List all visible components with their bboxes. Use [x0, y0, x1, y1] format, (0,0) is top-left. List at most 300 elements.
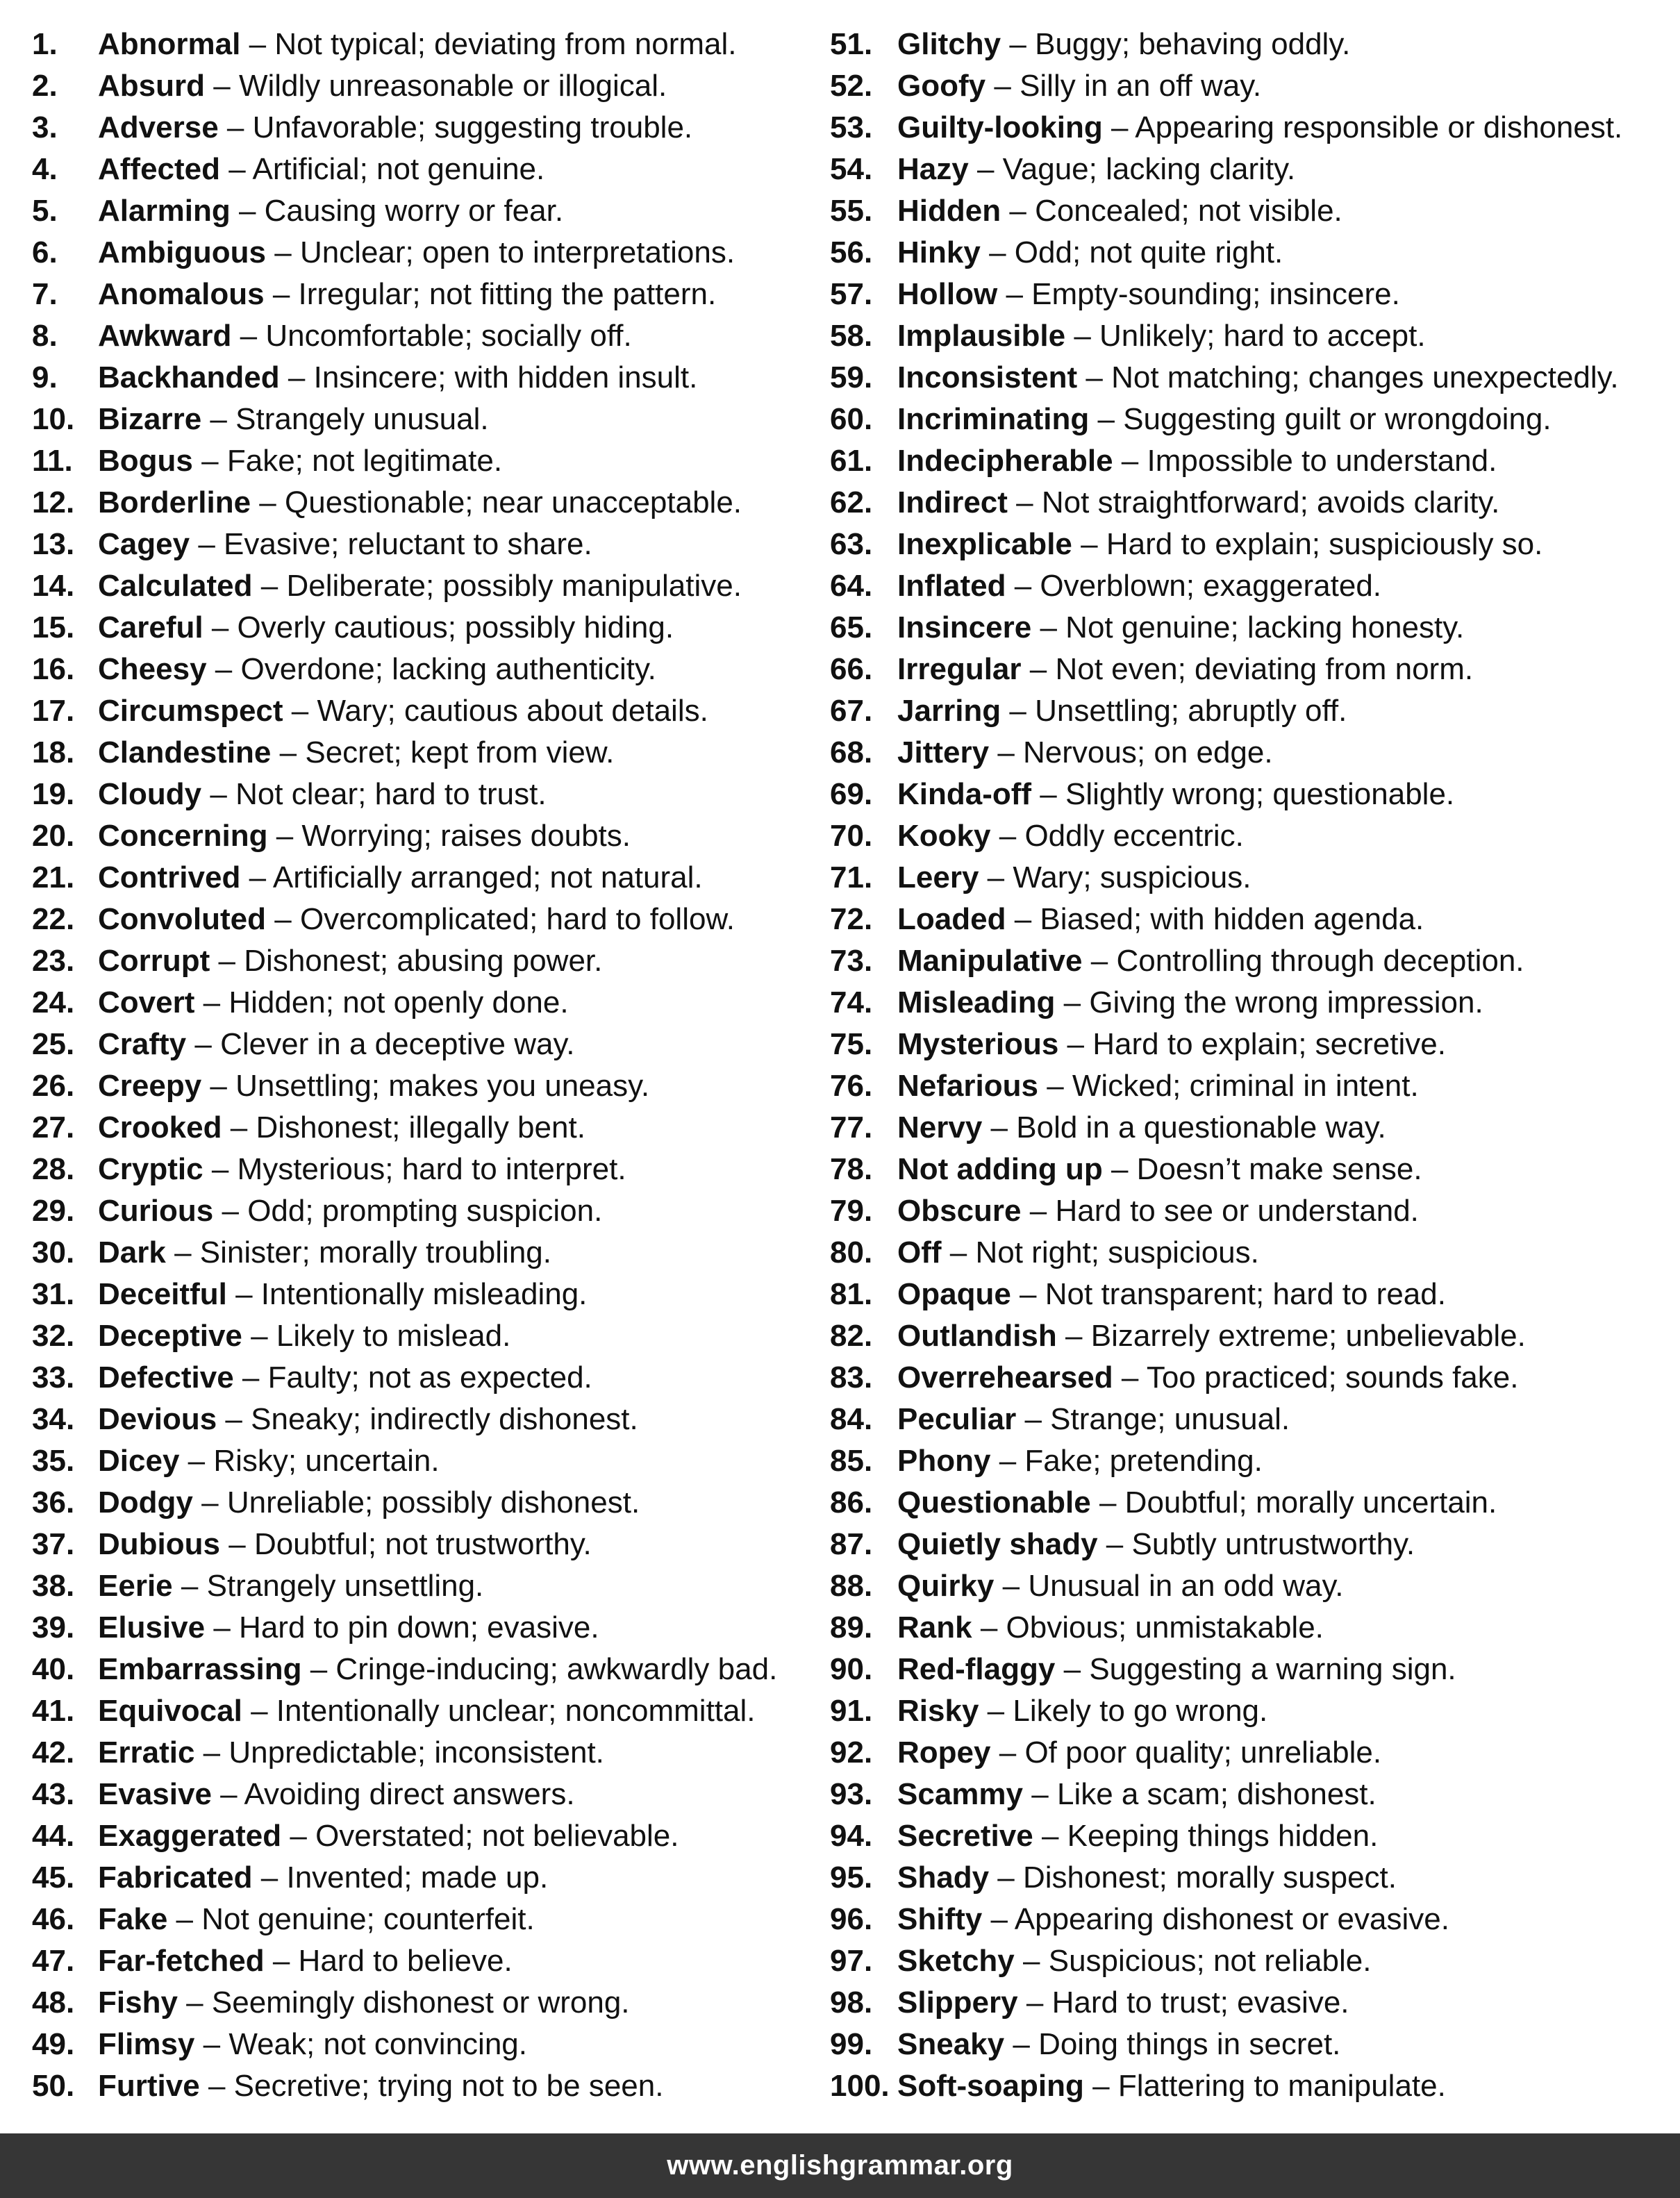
list-item	[32, 357, 817, 399]
item-term: Hazy	[897, 152, 969, 186]
item-term: Contrived	[98, 860, 241, 894]
list-item	[830, 440, 1670, 482]
item-separator: –	[288, 360, 306, 394]
list-item	[830, 565, 1670, 607]
list-item	[32, 107, 817, 149]
list-item	[32, 1732, 817, 1774]
item-separator: –	[1023, 1944, 1040, 1978]
item-term: Nervy	[897, 1110, 983, 1144]
item-number: 61.	[830, 444, 873, 478]
item-separator: –	[1009, 27, 1026, 61]
item-term: Bizarre	[98, 402, 202, 436]
list-item	[830, 1190, 1670, 1232]
item-number: 8.	[32, 319, 58, 353]
list-item	[830, 1982, 1670, 2024]
item-term: Jarring	[897, 694, 1001, 728]
item-term: Circumspect	[98, 694, 283, 728]
item-definition: Doubtful; morally uncertain.	[1124, 1485, 1497, 1520]
list-item	[32, 1315, 817, 1357]
item-number: 7.	[32, 277, 58, 311]
item-definition: Avoiding direct answers.	[244, 1777, 575, 1811]
item-separator: –	[1029, 1194, 1047, 1228]
item-number: 63.	[830, 527, 873, 561]
item-number: 40.	[32, 1652, 75, 1686]
item-term: Absurd	[98, 69, 205, 103]
list-item	[32, 1232, 817, 1274]
list-item	[830, 607, 1670, 649]
item-separator: –	[259, 485, 276, 519]
item-number: 26.	[32, 1069, 75, 1103]
item-separator: –	[1047, 1069, 1064, 1103]
item-definition: Uncomfortable; socially off.	[265, 319, 632, 353]
item-number: 10.	[32, 402, 75, 436]
item-separator: –	[249, 27, 267, 61]
item-number: 55.	[830, 194, 873, 228]
item-term: Red-flaggy	[897, 1652, 1056, 1686]
item-definition: Obvious; unmistakable.	[1006, 1610, 1324, 1645]
list-item	[830, 1565, 1670, 1607]
list-item	[32, 24, 817, 65]
item-definition: Unpredictable; inconsistent.	[228, 1735, 604, 1770]
item-definition: Secretive; trying not to be seen.	[233, 2069, 664, 2103]
item-number: 35.	[32, 1444, 75, 1478]
item-term: Scammy	[897, 1777, 1024, 1811]
item-definition: Overly cautious; possibly hiding.	[237, 610, 674, 644]
item-separator: –	[1031, 1777, 1049, 1811]
item-number: 85.	[830, 1444, 873, 1478]
item-separator: –	[251, 1319, 268, 1353]
item-definition: Unusual in an odd way.	[1028, 1569, 1344, 1603]
list-item	[32, 1274, 817, 1315]
item-definition: Intentionally misleading.	[260, 1277, 588, 1311]
item-definition: Too practiced; sounds fake.	[1146, 1360, 1519, 1394]
item-number: 24.	[32, 985, 75, 1019]
list-item	[32, 1440, 817, 1482]
item-number: 28.	[32, 1152, 75, 1186]
item-definition: Dishonest; morally suspect.	[1023, 1860, 1397, 1895]
item-separator: –	[949, 1235, 967, 1269]
list-item	[32, 1399, 817, 1440]
list-item	[830, 1065, 1670, 1107]
item-term: Overrehearsed	[897, 1360, 1113, 1394]
item-number: 57.	[830, 277, 873, 311]
item-separator: –	[215, 652, 233, 686]
item-separator: –	[260, 569, 278, 603]
item-separator: –	[989, 235, 1006, 269]
item-definition: Empty-sounding; insincere.	[1031, 277, 1400, 311]
item-term: Creepy	[98, 1069, 202, 1103]
item-separator: –	[228, 152, 246, 186]
item-separator: –	[1111, 110, 1129, 144]
item-number: 25.	[32, 1027, 75, 1061]
list-item	[32, 774, 817, 815]
item-number: 5.	[32, 194, 58, 228]
item-term: Questionable	[897, 1485, 1091, 1520]
item-number: 49.	[32, 2027, 75, 2061]
item-number: 16.	[32, 652, 75, 686]
item-separator: –	[1090, 944, 1108, 978]
item-number: 3.	[32, 110, 58, 144]
list-item	[32, 1982, 817, 2024]
item-term: Irregular	[897, 652, 1022, 686]
item-term: Dicey	[98, 1444, 180, 1478]
item-number: 2.	[32, 69, 58, 103]
item-number: 94.	[830, 1819, 873, 1853]
list-item	[830, 1774, 1670, 1815]
item-number: 23.	[32, 944, 75, 978]
item-definition: Hard to explain; suspiciously so.	[1106, 527, 1543, 561]
list-item	[32, 482, 817, 524]
item-term: Not adding up	[897, 1152, 1103, 1186]
list-item	[32, 1107, 817, 1149]
item-term: Exaggerated	[98, 1819, 282, 1853]
item-separator: –	[203, 1735, 221, 1770]
item-separator: –	[238, 194, 256, 228]
item-term: Defective	[98, 1360, 234, 1394]
list-item	[32, 399, 817, 440]
list-item	[830, 190, 1670, 232]
list-item	[32, 1149, 817, 1190]
list-item	[830, 524, 1670, 565]
item-number: 22.	[32, 902, 75, 936]
item-separator: –	[260, 1860, 278, 1895]
item-term: Obscure	[897, 1194, 1022, 1228]
item-term: Cryptic	[98, 1152, 203, 1186]
item-definition: Overblown; exaggerated.	[1040, 569, 1382, 603]
item-term: Kinda-off	[897, 777, 1032, 811]
item-number: 41.	[32, 1694, 75, 1728]
item-separator: –	[272, 1944, 290, 1978]
item-number: 18.	[32, 735, 75, 769]
item-number: 79.	[830, 1194, 873, 1228]
item-separator: –	[181, 1569, 199, 1603]
item-number: 100.	[830, 2069, 890, 2103]
item-definition: Wicked; criminal in intent.	[1072, 1069, 1419, 1103]
item-number: 19.	[32, 777, 75, 811]
item-number: 70.	[830, 819, 873, 853]
item-number: 74.	[830, 985, 873, 1019]
item-separator: –	[242, 1360, 260, 1394]
list-item	[830, 1024, 1670, 1065]
list-item	[830, 65, 1670, 107]
list-item	[32, 1357, 817, 1399]
list-item	[830, 732, 1670, 774]
item-number: 76.	[830, 1069, 873, 1103]
list-item	[830, 1107, 1670, 1149]
item-number: 43.	[32, 1777, 75, 1811]
item-term: Dark	[98, 1235, 166, 1269]
item-number: 6.	[32, 235, 58, 269]
item-term: Indirect	[897, 485, 1008, 519]
item-separator: –	[1002, 1569, 1020, 1603]
item-term: Sketchy	[897, 1944, 1015, 1978]
list-item	[32, 1482, 817, 1524]
list-item	[830, 1524, 1670, 1565]
item-definition: Not matching; changes unexpectedly.	[1111, 360, 1619, 394]
item-separator: –	[1006, 277, 1023, 311]
list-item	[32, 1690, 817, 1732]
item-term: Secretive	[897, 1819, 1033, 1853]
item-separator: –	[274, 902, 292, 936]
item-number: 17.	[32, 694, 75, 728]
item-definition: Mysterious; hard to interpret.	[237, 1152, 626, 1186]
item-number: 91.	[830, 1694, 873, 1728]
item-definition: Secret; kept from view.	[305, 735, 615, 769]
item-term: Devious	[98, 1402, 217, 1436]
list-item	[32, 1649, 817, 1690]
list-item	[32, 690, 817, 732]
item-separator: –	[999, 1444, 1017, 1478]
item-number: 37.	[32, 1527, 75, 1561]
item-separator: –	[272, 277, 290, 311]
list-item	[830, 1274, 1670, 1315]
item-definition: Overstated; not believable.	[315, 1819, 679, 1853]
list-item	[32, 565, 817, 607]
item-separator: –	[188, 1444, 206, 1478]
list-item	[32, 649, 817, 690]
item-definition: Fake; not legitimate.	[226, 444, 503, 478]
item-number: 14.	[32, 569, 75, 603]
item-definition: Controlling through deception.	[1116, 944, 1524, 978]
item-definition: Invented; made up.	[286, 1860, 549, 1895]
item-separator: –	[1111, 1152, 1129, 1186]
item-separator: –	[240, 319, 258, 353]
item-term: Mysterious	[897, 1027, 1059, 1061]
item-separator: –	[194, 1027, 212, 1061]
item-definition: Hidden; not openly done.	[228, 985, 569, 1019]
item-definition: Unreliable; possibly dishonest.	[226, 1485, 640, 1520]
item-definition: Strange; unusual.	[1050, 1402, 1290, 1436]
item-number: 90.	[830, 1652, 873, 1686]
list-item	[32, 815, 817, 857]
item-definition: Weak; not convincing.	[228, 2027, 527, 2061]
item-term: Cagey	[98, 527, 190, 561]
list-item	[830, 1482, 1670, 1524]
item-number: 87.	[830, 1527, 873, 1561]
item-separator: –	[1063, 985, 1081, 1019]
list-item	[830, 357, 1670, 399]
item-separator: –	[213, 69, 231, 103]
item-term: Crooked	[98, 1110, 222, 1144]
list-item	[830, 1940, 1670, 1982]
item-definition: Wildly unreasonable or illogical.	[238, 69, 667, 103]
item-definition: Odd; prompting suspicion.	[247, 1194, 603, 1228]
item-number: 50.	[32, 2069, 75, 2103]
item-number: 95.	[830, 1860, 873, 1895]
item-term: Deceptive	[98, 1319, 242, 1353]
item-term: Misleading	[897, 985, 1056, 1019]
item-separator: –	[994, 69, 1011, 103]
item-number: 71.	[830, 860, 873, 894]
item-separator: –	[251, 1694, 268, 1728]
item-number: 33.	[32, 1360, 75, 1394]
list-item	[830, 1899, 1670, 1940]
item-definition: Unsettling; abruptly off.	[1035, 694, 1347, 728]
list-item	[32, 1607, 817, 1649]
item-definition: Slightly wrong; questionable.	[1065, 777, 1455, 811]
item-separator: –	[228, 1527, 246, 1561]
list-item	[830, 940, 1670, 982]
item-term: Anomalous	[98, 277, 265, 311]
item-separator: –	[208, 2069, 226, 2103]
list-item	[830, 232, 1670, 274]
item-number: 31.	[32, 1277, 75, 1311]
list-item	[32, 1524, 817, 1565]
item-term: Concerning	[98, 819, 268, 853]
list-item	[830, 1649, 1670, 1690]
item-definition: Of poor quality; unreliable.	[1024, 1735, 1382, 1770]
item-definition: Intentionally unclear; noncommittal.	[276, 1694, 756, 1728]
item-number: 39.	[32, 1610, 75, 1645]
item-term: Embarrassing	[98, 1652, 302, 1686]
item-separator: –	[279, 735, 297, 769]
item-term: Careful	[98, 610, 203, 644]
item-term: Quietly shady	[897, 1527, 1098, 1561]
item-number: 75.	[830, 1027, 873, 1061]
item-definition: Likely to go wrong.	[1013, 1694, 1268, 1728]
item-number: 36.	[32, 1485, 75, 1520]
item-definition: Silly in an off way.	[1020, 69, 1262, 103]
item-number: 58.	[830, 319, 873, 353]
item-separator: –	[987, 860, 1005, 894]
item-number: 30.	[32, 1235, 75, 1269]
item-term: Risky	[897, 1694, 979, 1728]
item-term: Shady	[897, 1860, 990, 1895]
item-separator: –	[218, 944, 236, 978]
item-definition: Like a scam; dishonest.	[1056, 1777, 1377, 1811]
list-item	[32, 2024, 817, 2065]
item-definition: Subtly untrustworthy.	[1131, 1527, 1415, 1561]
item-term: Convoluted	[98, 902, 266, 936]
item-number: 65.	[830, 610, 873, 644]
item-separator: –	[276, 819, 294, 853]
item-term: Cheesy	[98, 652, 207, 686]
item-term: Inconsistent	[897, 360, 1078, 394]
item-term: Clandestine	[98, 735, 272, 769]
list-item	[32, 607, 817, 649]
item-separator: –	[290, 1819, 307, 1853]
item-number: 64.	[830, 569, 873, 603]
list-item	[830, 1815, 1670, 1857]
item-definition: Nervous; on edge.	[1023, 735, 1273, 769]
item-number: 44.	[32, 1819, 75, 1853]
list-item	[32, 982, 817, 1024]
item-separator: –	[1009, 194, 1026, 228]
item-separator: –	[226, 110, 244, 144]
list-item	[830, 649, 1670, 690]
item-term: Flimsy	[98, 2027, 195, 2061]
item-term: Loaded	[897, 902, 1006, 936]
item-number: 52.	[830, 69, 873, 103]
item-term: Soft-soaping	[897, 2069, 1084, 2103]
list-item	[830, 1857, 1670, 1899]
item-definition: Doubtful; not trustworthy.	[253, 1527, 592, 1561]
item-number: 97.	[830, 1944, 873, 1978]
list-item	[830, 149, 1670, 190]
item-term: Covert	[98, 985, 195, 1019]
item-term: Affected	[98, 152, 221, 186]
item-definition: Worrying; raises doubts.	[301, 819, 631, 853]
item-separator: –	[230, 1110, 248, 1144]
list-item	[830, 315, 1670, 357]
item-definition: Sneaky; indirectly dishonest.	[251, 1402, 638, 1436]
list-item	[32, 274, 817, 315]
item-separator: –	[1074, 319, 1091, 353]
item-term: Elusive	[98, 1610, 206, 1645]
item-number: 27.	[32, 1110, 75, 1144]
item-definition: Artificially arranged; not natural.	[272, 860, 703, 894]
list-item	[32, 1065, 817, 1107]
list-item	[830, 1440, 1670, 1482]
item-number: 80.	[830, 1235, 873, 1269]
item-definition: Flattering to manipulate.	[1117, 2069, 1446, 2103]
item-separator: –	[1041, 1819, 1059, 1853]
item-definition: Overcomplicated; hard to follow.	[299, 902, 735, 936]
item-term: Outlandish	[897, 1319, 1057, 1353]
item-term: Ropey	[897, 1735, 991, 1770]
item-separator: –	[235, 1277, 253, 1311]
item-term: Nefarious	[897, 1069, 1038, 1103]
item-definition: Not typical; deviating from normal.	[274, 27, 737, 61]
item-separator: –	[203, 985, 221, 1019]
item-term: Cloudy	[98, 777, 202, 811]
list-item	[32, 1899, 817, 1940]
item-definition: Not straightforward; avoids clarity.	[1041, 485, 1500, 519]
item-term: Insincere	[897, 610, 1032, 644]
item-number: 48.	[32, 1985, 75, 2020]
item-term: Leery	[897, 860, 979, 894]
list-item	[830, 1690, 1670, 1732]
item-separator: –	[1026, 1985, 1044, 2020]
item-term: Far-fetched	[98, 1944, 265, 1978]
item-term: Phony	[897, 1444, 991, 1478]
item-definition: Overdone; lacking authenticity.	[240, 652, 656, 686]
item-term: Crafty	[98, 1027, 187, 1061]
item-number: 86.	[830, 1485, 873, 1520]
item-separator: –	[220, 1777, 238, 1811]
item-term: Equivocal	[98, 1694, 242, 1728]
word-list-column-right	[830, 24, 1670, 2107]
item-definition: Bizarrely extreme; unbelievable.	[1090, 1319, 1526, 1353]
item-number: 53.	[830, 110, 873, 144]
item-separator: –	[186, 1985, 203, 2020]
item-term: Sneaky	[897, 2027, 1005, 2061]
item-separator: –	[198, 527, 215, 561]
item-number: 62.	[830, 485, 873, 519]
item-number: 88.	[830, 1569, 873, 1603]
item-separator: –	[222, 1194, 239, 1228]
item-term: Bogus	[98, 444, 193, 478]
item-number: 47.	[32, 1944, 75, 1978]
item-term: Rank	[897, 1610, 972, 1645]
item-definition: Appearing dishonest or evasive.	[1014, 1902, 1449, 1936]
list-item	[830, 899, 1670, 940]
item-number: 99.	[830, 2027, 873, 2061]
item-term: Peculiar	[897, 1402, 1017, 1436]
item-separator: –	[213, 1610, 231, 1645]
item-definition: Hard to see or understand.	[1055, 1194, 1419, 1228]
list-item	[32, 1815, 817, 1857]
item-definition: Likely to mislead.	[276, 1319, 511, 1353]
item-separator: –	[1065, 1319, 1083, 1353]
item-definition: Vague; lacking clarity.	[1002, 152, 1296, 186]
list-item	[830, 982, 1670, 1024]
item-term: Evasive	[98, 1777, 212, 1811]
item-separator: –	[1063, 1652, 1081, 1686]
item-definition: Not even; deviating from norm.	[1055, 652, 1474, 686]
item-separator: –	[1121, 1360, 1139, 1394]
item-definition: Hard to trust; evasive.	[1051, 1985, 1349, 2020]
